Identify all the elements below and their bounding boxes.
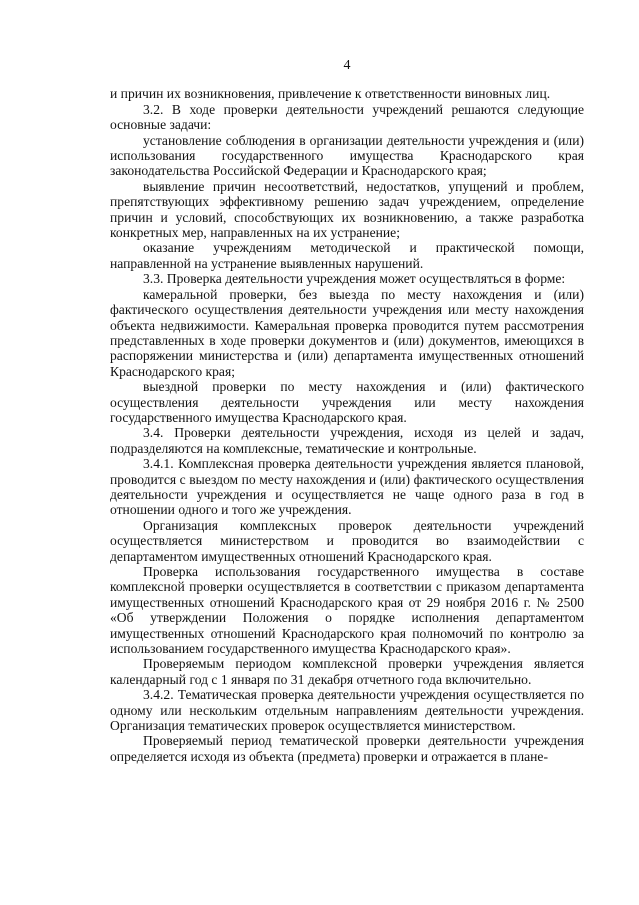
paragraph: Проверка использования государственного имущества в составе комплексной проверки осуществляется в соответствии с приказом департамента имущественных отношений Краснодарского края от 29 ноября 2016 г. № 2500 «Об утверждении Положения о порядке исполнения департаментом имущественных отношений Краснодарского края полномочий по контролю за использованием государственного имущества Краснодарского края». xyxy=(110,564,584,657)
paragraph: камеральной проверки, без выезда по месту нахождения и (или) фактического осуществления деятельности учреждения или месту нахождения объекта недвижимости. Камеральная проверка проводится путем рассмотрения представленных в ходе проверки документов и (или) документов, имеющихся в распоряжении министерства и (или) департамента имущественных отношений Краснодарского края; xyxy=(110,286,584,379)
paragraph: 3.2. В ходе проверки деятельности учреждений решаются следующие основные задачи: xyxy=(110,101,584,133)
paragraph: Проверяемый период тематической проверки деятельности учреждения определяется исходя из объекта (предмета) проверки и отражается в плане- xyxy=(110,733,584,764)
paragraph: оказание учреждениям методической и практической помощи, направленной на устранение выявленных нарушений. xyxy=(110,240,584,271)
paragraph: 3.4. Проверки деятельности учреждения, исходя из целей и задач, подразделяются на комплексные, тематические и контрольные. xyxy=(110,425,584,456)
document-body xyxy=(110,86,584,764)
paragraph: и причин их возникновения, привлечение к ответственности виновных лиц. xyxy=(110,86,551,102)
paragraph: выявление причин несоответствий, недостатков, упущений и проблем, препятствующих эффективному решению задач учреждением, определение причин и условий, способствующих их возникновению, а также разработка конкретных мер, направленных на их устранение; xyxy=(110,178,584,241)
page-number: 4 xyxy=(343,58,351,73)
paragraph: установление соблюдения в организации деятельности учреждения и (или) использования государственного имущества Краснодарского края законодательства Российской Федерации и Краснодарского края; xyxy=(110,132,584,179)
paragraph: Проверяемым периодом комплексной проверки учреждения является календарный год с 1 января по 31 декабря отчетного года включительно. xyxy=(110,656,584,687)
paragraph: 3.4.2. Тематическая проверка деятельности учреждения осуществляется по одному или нескольким отдельным направлениям деятельности учреждения. Организация тематических проверок осуществляется министерством. xyxy=(110,687,584,734)
paragraph: 3.4.1. Комплексная проверка деятельности учреждения является плановой, проводится с выездом по месту нахождения и (или) фактического осуществления деятельности учреждения и осуществляется не чаще одного раза в год в отношении одного и того же учреждения. xyxy=(110,456,584,518)
paragraph: выездной проверки по месту нахождения и (или) фактического осуществления деятельности учреждения или месту нахождения государственного имущества Краснодарского края. xyxy=(110,379,584,425)
paragraph: 3.3. Проверка деятельности учреждения может осуществляться в форме: xyxy=(143,271,566,287)
paragraph: Организация комплексных проверок деятельности учреждений осуществляется министерством и проводится во взаимодействии с департаментом имущественных отношений Краснодарского края. xyxy=(110,517,584,564)
